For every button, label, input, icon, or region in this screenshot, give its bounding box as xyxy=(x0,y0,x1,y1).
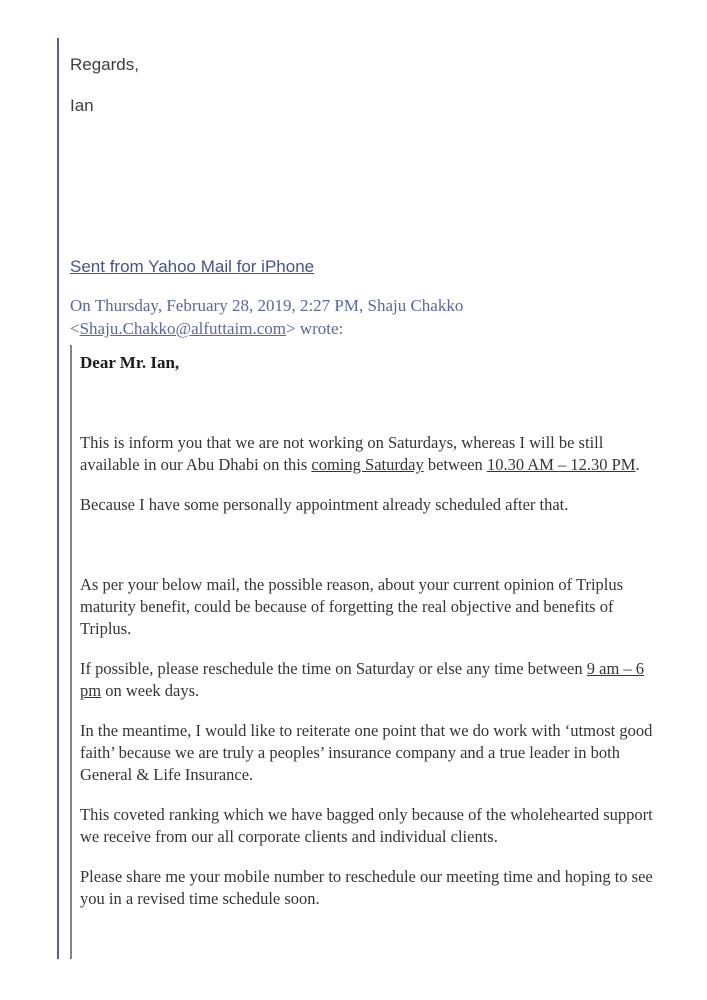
paragraph-line: Because I have some personally appointment already scheduled after that. xyxy=(80,495,569,514)
quoted-paragraphs xyxy=(80,432,707,910)
paragraph-line: we receive from our all corporate clients and individual clients. xyxy=(80,827,498,846)
outer-quote-block xyxy=(57,38,707,959)
quoted-paragraph xyxy=(80,494,707,516)
inner-quote-block xyxy=(70,345,707,959)
paragraph-line: faith’ because we are truly a peoples’ insurance company and a true leader in both xyxy=(80,743,620,762)
attribution xyxy=(70,294,670,340)
quoted-paragraph xyxy=(80,574,707,640)
paragraph-line: pm on week days. xyxy=(80,681,200,700)
paragraph-line: available in our Abu Dhabi on this coming Saturday between 10.30 AM – 12.30 PM. xyxy=(80,455,640,474)
attribution-line2 xyxy=(70,317,670,340)
paragraph-line: maturity benefit, could be because of forgetting the real objective and benefits of xyxy=(80,597,614,616)
yahoo-mail-footer-link[interactable]: Sent from Yahoo Mail for iPhone xyxy=(70,257,315,276)
quoted-paragraph xyxy=(80,866,707,910)
salutation: Dear Mr. Ian, xyxy=(80,353,180,372)
paragraph-line: As per your below mail, the possible reason, about your current opinion of Triplus xyxy=(80,575,624,594)
paragraph-line: Triplus. xyxy=(80,619,132,638)
paragraph-line: If possible, please reschedule the time on Saturday or else any time between 9 am – 6 xyxy=(80,659,645,678)
attribution-line1: On Thursday, February 28, 2019, 2:27 PM, Shaju Chakko xyxy=(70,296,464,315)
sender-email-link[interactable]: Shaju.Chakko@alfuttaim.com xyxy=(79,319,286,338)
signature-block xyxy=(70,38,707,116)
paragraph-line: Please share me your mobile number to reschedule our meeting time and hoping to see xyxy=(80,867,653,886)
attribution-wrote: > wrote: xyxy=(286,319,344,338)
quoted-paragraph xyxy=(80,804,707,848)
signature-closing: Regards, xyxy=(70,55,139,74)
quoted-paragraph xyxy=(80,720,707,786)
paragraph-line: you in a revised time schedule soon. xyxy=(80,889,320,908)
quoted-paragraph xyxy=(80,432,707,476)
paragraph-line: General & Life Insurance. xyxy=(80,765,254,784)
paragraph-line: In the meantime, I would like to reiterate one point that we do work with ‘utmost good xyxy=(80,721,653,740)
quoted-paragraph xyxy=(80,658,707,702)
angle-bracket-open: < xyxy=(70,319,80,338)
paragraph-line: This coveted ranking which we have bagged only because of the wholehearted support xyxy=(80,805,653,824)
signature-name: Ian xyxy=(70,96,94,115)
paragraph-line: This is inform you that we are not working on Saturdays, whereas I will be still xyxy=(80,433,604,452)
